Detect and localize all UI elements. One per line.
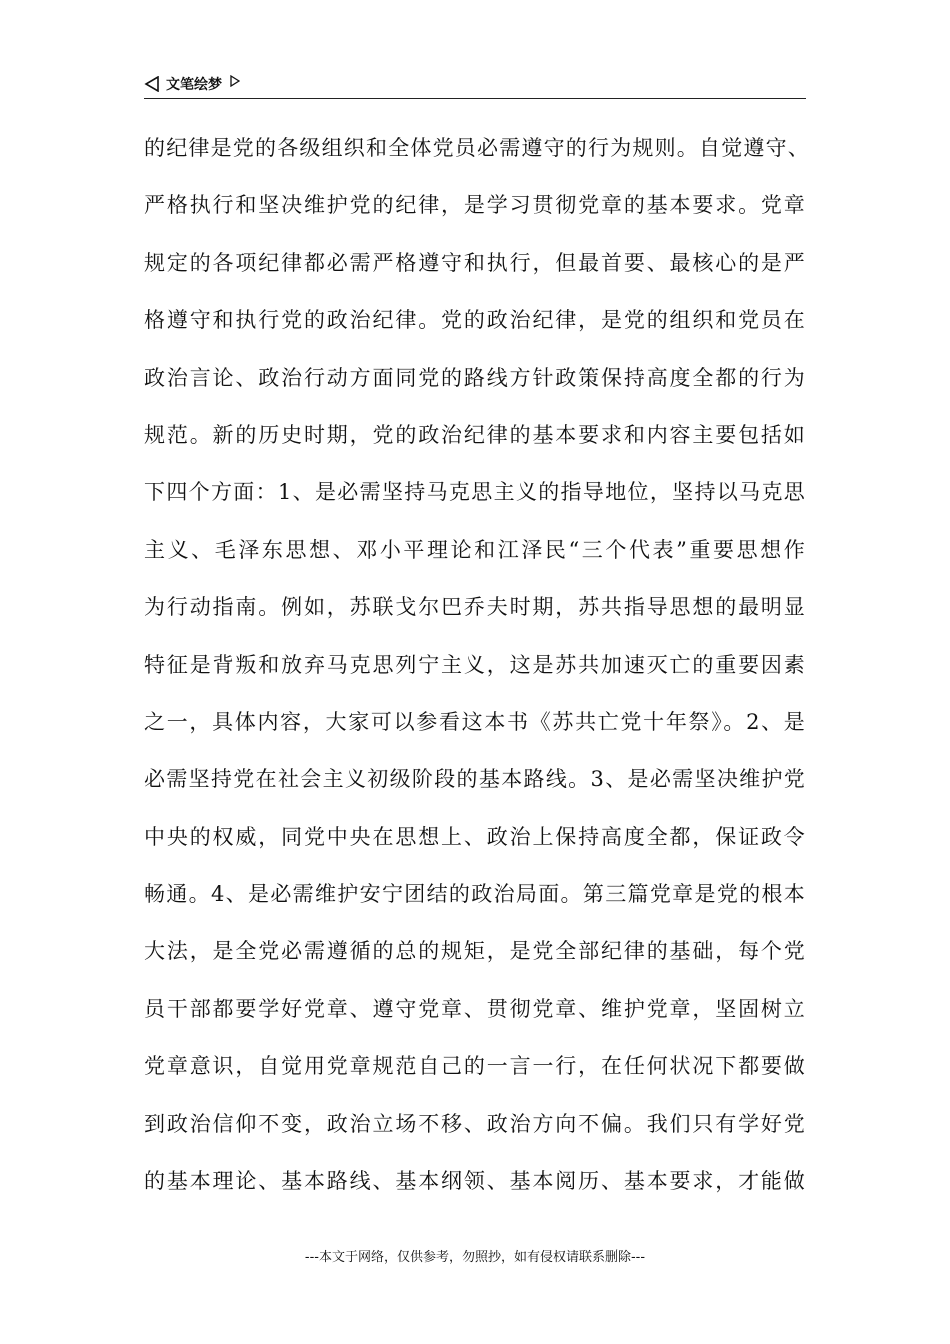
paragraph-line: 格遵守和执行党的政治纪律。党的政治纪律，是党的组织和党员在 — [144, 308, 806, 333]
right-triangle-icon — [230, 75, 240, 87]
paragraph-line: 主义、毛泽东思想、邓小平理论和江泽民“三个代表”重要思想作 — [144, 537, 806, 562]
document-body — [144, 128, 810, 1218]
paragraph-line: 大法，是全党必需遵循的总的规矩，是党全部纪律的基础，每个党 — [144, 939, 806, 964]
paragraph-line: 之一，具体内容，大家可以参看这本书《苏共亡党十年祭》。2、是 — [144, 709, 806, 734]
header-brand — [144, 74, 240, 94]
paragraph-line: 特征是背叛和放弃马克思列宁主义，这是苏共加速灭亡的重要因素 — [144, 652, 806, 677]
paragraph-line: 为行动指南。例如，苏联戈尔巴乔夫时期，苏共指导思想的最明显 — [144, 595, 806, 620]
paragraph-line: 规定的各项纪律都必需严格遵守和执行，但最首要、最核心的是严 — [144, 250, 806, 275]
page-footer-notice: ---本文于网络，仅供参考，勿照抄，如有侵权请联系删除--- — [304, 1250, 646, 1265]
paragraph-line: 必需坚持党在社会主义初级阶段的基本路线。3、是必需坚决维护党 — [144, 767, 806, 792]
paragraph-line: 下四个方面：1、是必需坚持马克思主义的指导地位，坚持以马克思 — [144, 480, 806, 505]
page-header — [144, 72, 806, 99]
paragraph-line: 政治言论、政治行动方面同党的路线方针政策保持高度全都的行为 — [144, 365, 806, 390]
paragraph-line: 规范。新的历史时期，党的政治纪律的基本要求和内容主要包括如 — [144, 422, 806, 447]
paragraph-line: 畅通。4、是必需维护安宁团结的政治局面。第三篇党章是党的根本 — [144, 882, 806, 907]
paragraph-line: 中央的权威，同党中央在思想上、政治上保持高度全都，保证政令 — [144, 824, 806, 849]
header-title: 文笔绘梦 — [166, 77, 222, 93]
paragraph-line: 的基本理论、基本路线、基本纲领、基本阅历、基本要求，才能做 — [144, 1169, 806, 1194]
paragraph-line: 党章意识，自觉用党章规范自己的一言一行，在任何状况下都要做 — [144, 1054, 806, 1079]
paragraph-line: 严格执行和坚决维护党的纪律，是学习贯彻党章的基本要求。党章 — [144, 193, 806, 218]
paragraph-line: 的纪律是党的各级组织和全体党员必需遵守的行为规则。自觉遵守、 — [144, 136, 810, 160]
left-triangle-icon — [144, 76, 160, 92]
paragraph-line: 到政治信仰不变，政治立场不移、政治方向不偏。我们只有学好党 — [144, 1111, 806, 1136]
paragraph-line: 员干部都要学好党章、遵守党章、贯彻党章、维护党章，坚固树立 — [144, 996, 806, 1021]
